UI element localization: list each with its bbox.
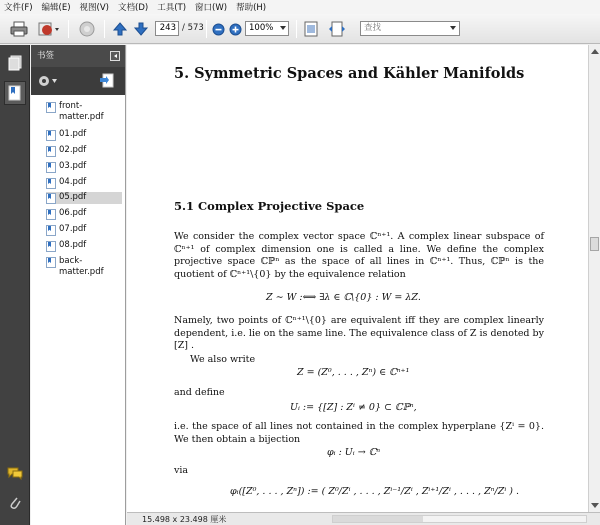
attachments-icon[interactable] xyxy=(6,493,24,513)
bookmark-label: 02.pdf xyxy=(59,145,87,155)
bookmark-label: back-matter.pdf xyxy=(59,256,104,277)
bookmark-icon xyxy=(46,130,56,141)
bookmark-item[interactable] xyxy=(46,256,122,278)
bookmark-item[interactable] xyxy=(46,129,122,141)
equation: Z ∼ W :⟺ ∃λ ∈ ℂ\{0} : W = λZ. xyxy=(266,292,421,303)
bookmark-item[interactable] xyxy=(46,101,122,123)
zoom-select[interactable] xyxy=(245,21,289,36)
menu-edit[interactable]: 编辑(E) xyxy=(41,3,71,13)
zoom-value: 100% xyxy=(249,23,274,33)
bookmark-label: 01.pdf xyxy=(59,129,87,139)
menu-view[interactable]: 视图(V) xyxy=(79,3,109,13)
bookmarks-title: 书签 xyxy=(37,51,55,61)
bookmark-label: 06.pdf xyxy=(59,208,87,218)
page-total: / 573 xyxy=(182,23,204,33)
horizontal-scroll-thumb[interactable] xyxy=(333,516,423,522)
document-viewport[interactable] xyxy=(127,45,588,512)
previous-page-icon[interactable] xyxy=(111,19,129,39)
bookmark-label: 04.pdf xyxy=(59,177,87,187)
bookmark-icon xyxy=(46,209,56,220)
page-number-input[interactable]: 243 xyxy=(155,21,179,36)
menu-file[interactable]: 文件(F) xyxy=(4,3,33,13)
bookmark-item-selected[interactable] xyxy=(46,192,122,204)
equation: Z = (Z⁰, . . . , Zⁿ) ∈ ℂⁿ⁺¹ xyxy=(297,367,410,378)
paragraph: Namely, two points of ℂⁿ⁺¹\{0} are equivalent iff they are complex linearly dependent, i.e. lie on the same line. The equivalence class of Z is denoted by [Z] . xyxy=(174,315,544,352)
chevron-down-icon xyxy=(280,26,286,30)
bookmark-label: 05.pdf xyxy=(59,192,87,202)
bookmark-label: 03.pdf xyxy=(59,161,87,171)
search-input[interactable] xyxy=(360,21,460,36)
menu-tools[interactable]: 工具(T) xyxy=(157,3,187,13)
status-bar xyxy=(127,512,600,525)
bookmark-icon xyxy=(46,225,56,236)
new-bookmark-icon[interactable] xyxy=(99,72,117,90)
scroll-down-icon[interactable] xyxy=(591,503,599,508)
navigation-rail xyxy=(0,45,30,525)
bookmark-icon xyxy=(46,146,56,157)
bookmark-icon xyxy=(46,102,56,113)
bookmarks-panel-icon[interactable] xyxy=(4,81,26,105)
collaborate-icon[interactable] xyxy=(76,19,98,39)
scroll-up-icon[interactable] xyxy=(591,49,599,54)
page-dimensions: 15.498 x 23.498 厘米 xyxy=(142,515,227,524)
print-icon[interactable] xyxy=(8,19,30,39)
search-placeholder: 查找 xyxy=(364,23,382,33)
menu-help[interactable]: 帮助(H) xyxy=(236,3,267,13)
fit-page-icon[interactable] xyxy=(302,19,320,39)
paragraph: via xyxy=(174,465,189,476)
zoom-in-icon[interactable] xyxy=(228,19,242,39)
collapse-panel-button[interactable] xyxy=(110,51,120,61)
create-pdf-icon[interactable] xyxy=(36,19,62,39)
bookmark-item[interactable] xyxy=(46,208,122,220)
equation: φᵢ : Uᵢ → ℂⁿ xyxy=(327,447,381,458)
bookmark-item[interactable] xyxy=(46,177,122,189)
document-page xyxy=(127,45,588,512)
vertical-scrollbar[interactable] xyxy=(588,45,600,512)
chevron-down-icon xyxy=(450,26,456,30)
options-gear-icon[interactable] xyxy=(37,73,61,89)
bookmark-icon xyxy=(46,257,56,268)
bookmarks-header xyxy=(31,45,125,67)
pages-panel-icon[interactable] xyxy=(6,53,24,73)
toolbar xyxy=(0,14,600,44)
bookmark-icon xyxy=(46,241,56,252)
bookmark-item[interactable] xyxy=(46,240,122,252)
section-title: 5.1 Complex Projective Space xyxy=(174,199,365,213)
bookmark-item[interactable] xyxy=(46,145,122,157)
bookmark-icon xyxy=(46,178,56,189)
bookmark-item[interactable] xyxy=(46,161,122,173)
paragraph: and define xyxy=(174,387,225,398)
bookmarks-toolbar xyxy=(31,67,125,95)
menu-window[interactable]: 窗口(W) xyxy=(195,3,228,13)
scroll-thumb[interactable] xyxy=(590,237,599,251)
menu-document[interactable]: 文档(D) xyxy=(118,3,149,13)
bookmark-label: 07.pdf xyxy=(59,224,87,234)
chapter-title: 5. Symmetric Spaces and Kähler Manifolds xyxy=(174,65,525,82)
bookmark-icon xyxy=(46,193,56,204)
comments-icon[interactable] xyxy=(6,463,24,483)
equation: Uᵢ := {[Z] : Zⁱ ≠ 0} ⊂ ℂℙⁿ, xyxy=(290,402,417,413)
paragraph: We consider the complex vector space ℂⁿ⁺¹. A complex linear subspace of ℂⁿ⁺¹ of complex dimension one is called a line. We define the complex projective space ℂℙⁿ as the space of all lines in ℂⁿ⁺¹. Thus, ℂℙⁿ is the quotient of ℂⁿ⁺¹\{0} by the equivalence relation xyxy=(174,231,544,280)
bookmark-item[interactable] xyxy=(46,224,122,236)
bookmark-label: front-matter.pdf xyxy=(59,101,104,122)
zoom-out-icon[interactable] xyxy=(211,19,225,39)
bookmark-label: 08.pdf xyxy=(59,240,87,250)
fit-width-icon[interactable] xyxy=(326,19,348,39)
horizontal-scrollbar[interactable] xyxy=(332,515,587,523)
menu-bar xyxy=(0,0,600,14)
next-page-icon[interactable] xyxy=(132,19,150,39)
paragraph: i.e. the space of all lines not contained in the complex hyperplane {Zⁱ = 0}. We then obtain a bijection xyxy=(174,421,544,445)
bookmarks-panel xyxy=(31,45,126,525)
paragraph: We also write xyxy=(190,354,256,365)
bookmark-icon xyxy=(46,162,56,173)
equation: φᵢ([Z⁰, . . . , Zⁿ]) := ( Z⁰/Zⁱ , . . . , Zⁱ⁻¹/Zⁱ , Zⁱ⁺¹/Zⁱ , . . . , Zⁿ/Zⁱ ) . xyxy=(230,486,520,497)
